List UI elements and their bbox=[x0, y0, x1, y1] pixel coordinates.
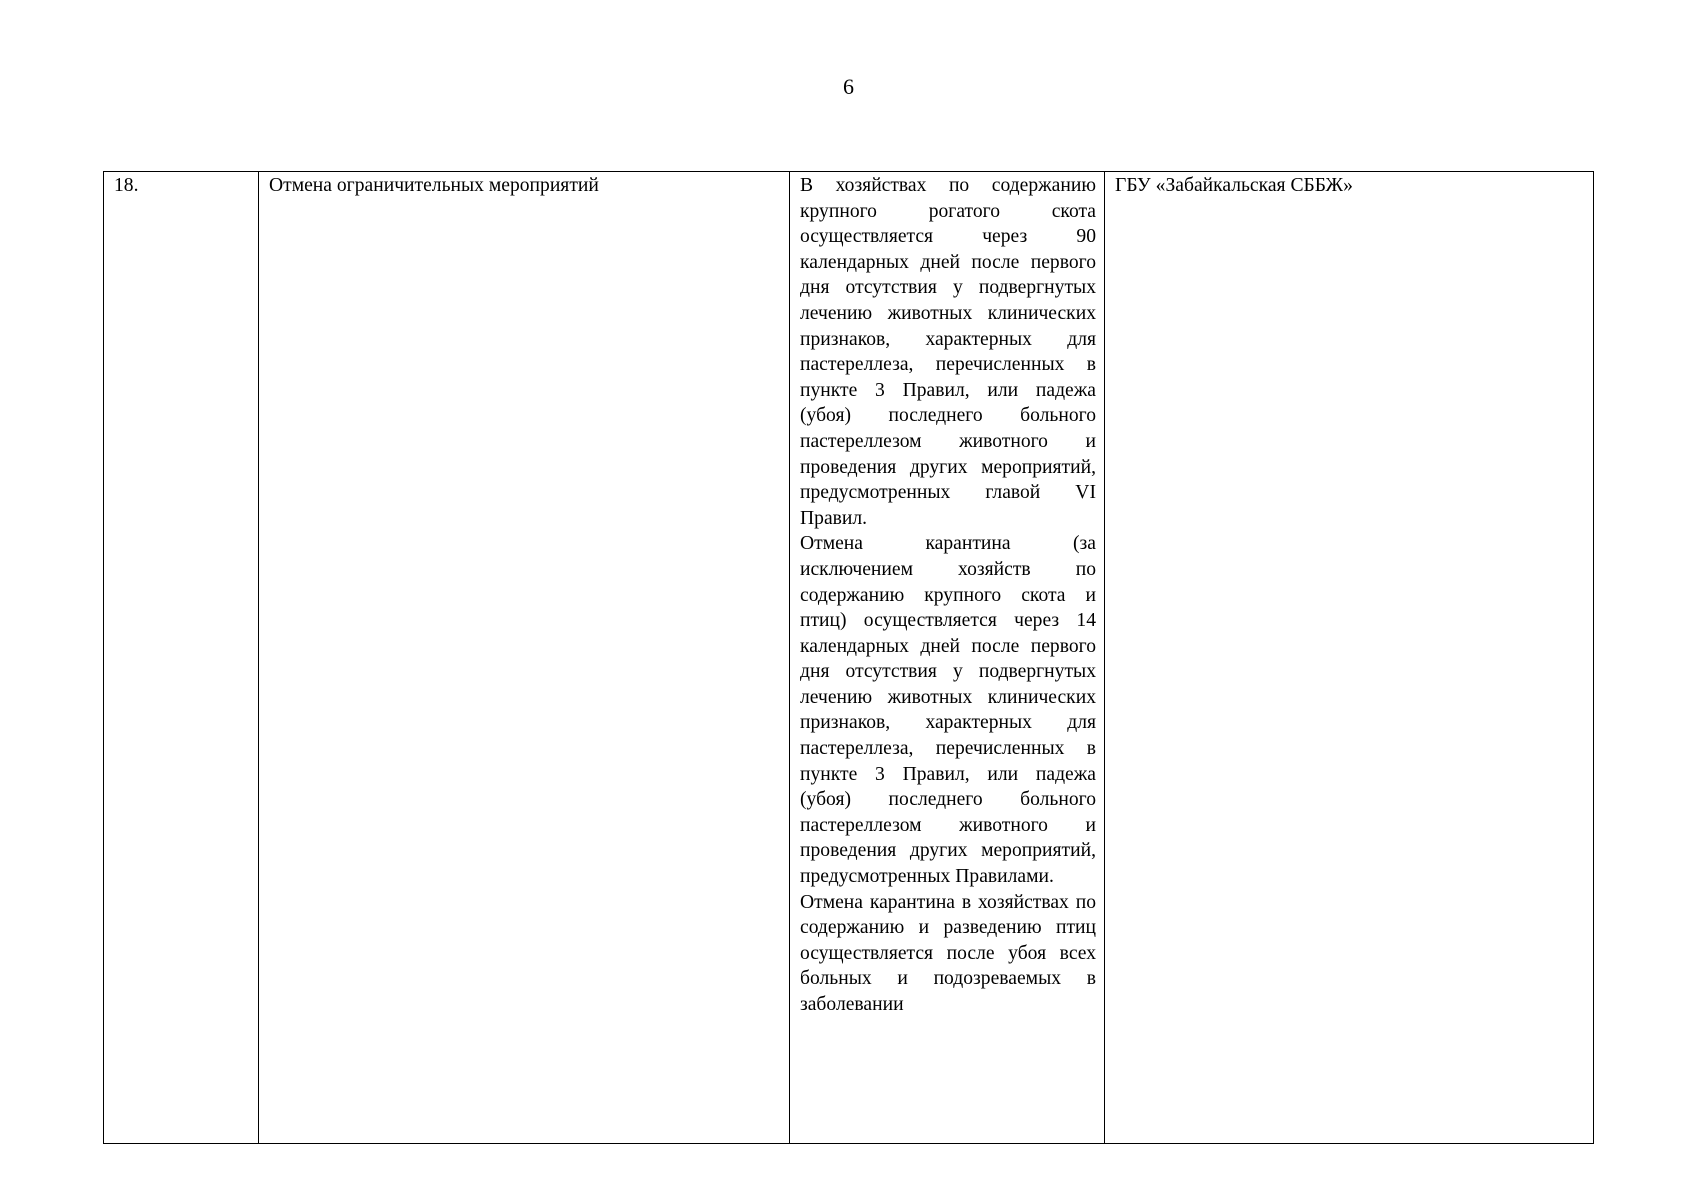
responsible-org: ГБУ «Забайкальская СББЖ» bbox=[1115, 175, 1353, 196]
term-paragraph: Отмена карантина (за исключением хозяйств по содержанию крупного скота и птиц) осуществляется через 14 календарных дней после первого дня отсутствия у подвергнутых лечению животных клинических признаков, характерных для пастереллеза, перечисленных в пункте 3 Правил, или падежа (убоя) последнего больного пастереллезом животного и проведения других мероприятий, предусмотренных Правилами. bbox=[800, 533, 1096, 888]
term-cell bbox=[790, 172, 1105, 1144]
responsible-cell bbox=[1105, 172, 1594, 1144]
row-number-cell bbox=[104, 172, 259, 1144]
event-name: Отмена ограничительных мероприятий bbox=[269, 175, 599, 196]
term-paragraph: В хозяйствах по содержанию крупного рогатого скота осуществляется через 90 календарных дней после первого дня отсутствия у подвергнутых лечению животных клинических признаков, характерных для пастереллеза, перечисленных в пункте 3 Правил, или падежа (убоя) последнего больного пастереллезом животного и проведения других мероприятий, предусмотренных главой VI Правил. bbox=[800, 175, 1096, 529]
row-number: 18. bbox=[114, 175, 139, 196]
page-number: 6 bbox=[843, 74, 854, 99]
measures-table bbox=[103, 171, 1594, 1144]
table-row bbox=[104, 172, 1594, 1144]
event-cell bbox=[259, 172, 790, 1144]
term-paragraph: Отмена карантина в хозяйствах по содержанию и разведению птиц осуществляется после убоя всех больных и подозреваемых в заболевании bbox=[800, 891, 1096, 1015]
